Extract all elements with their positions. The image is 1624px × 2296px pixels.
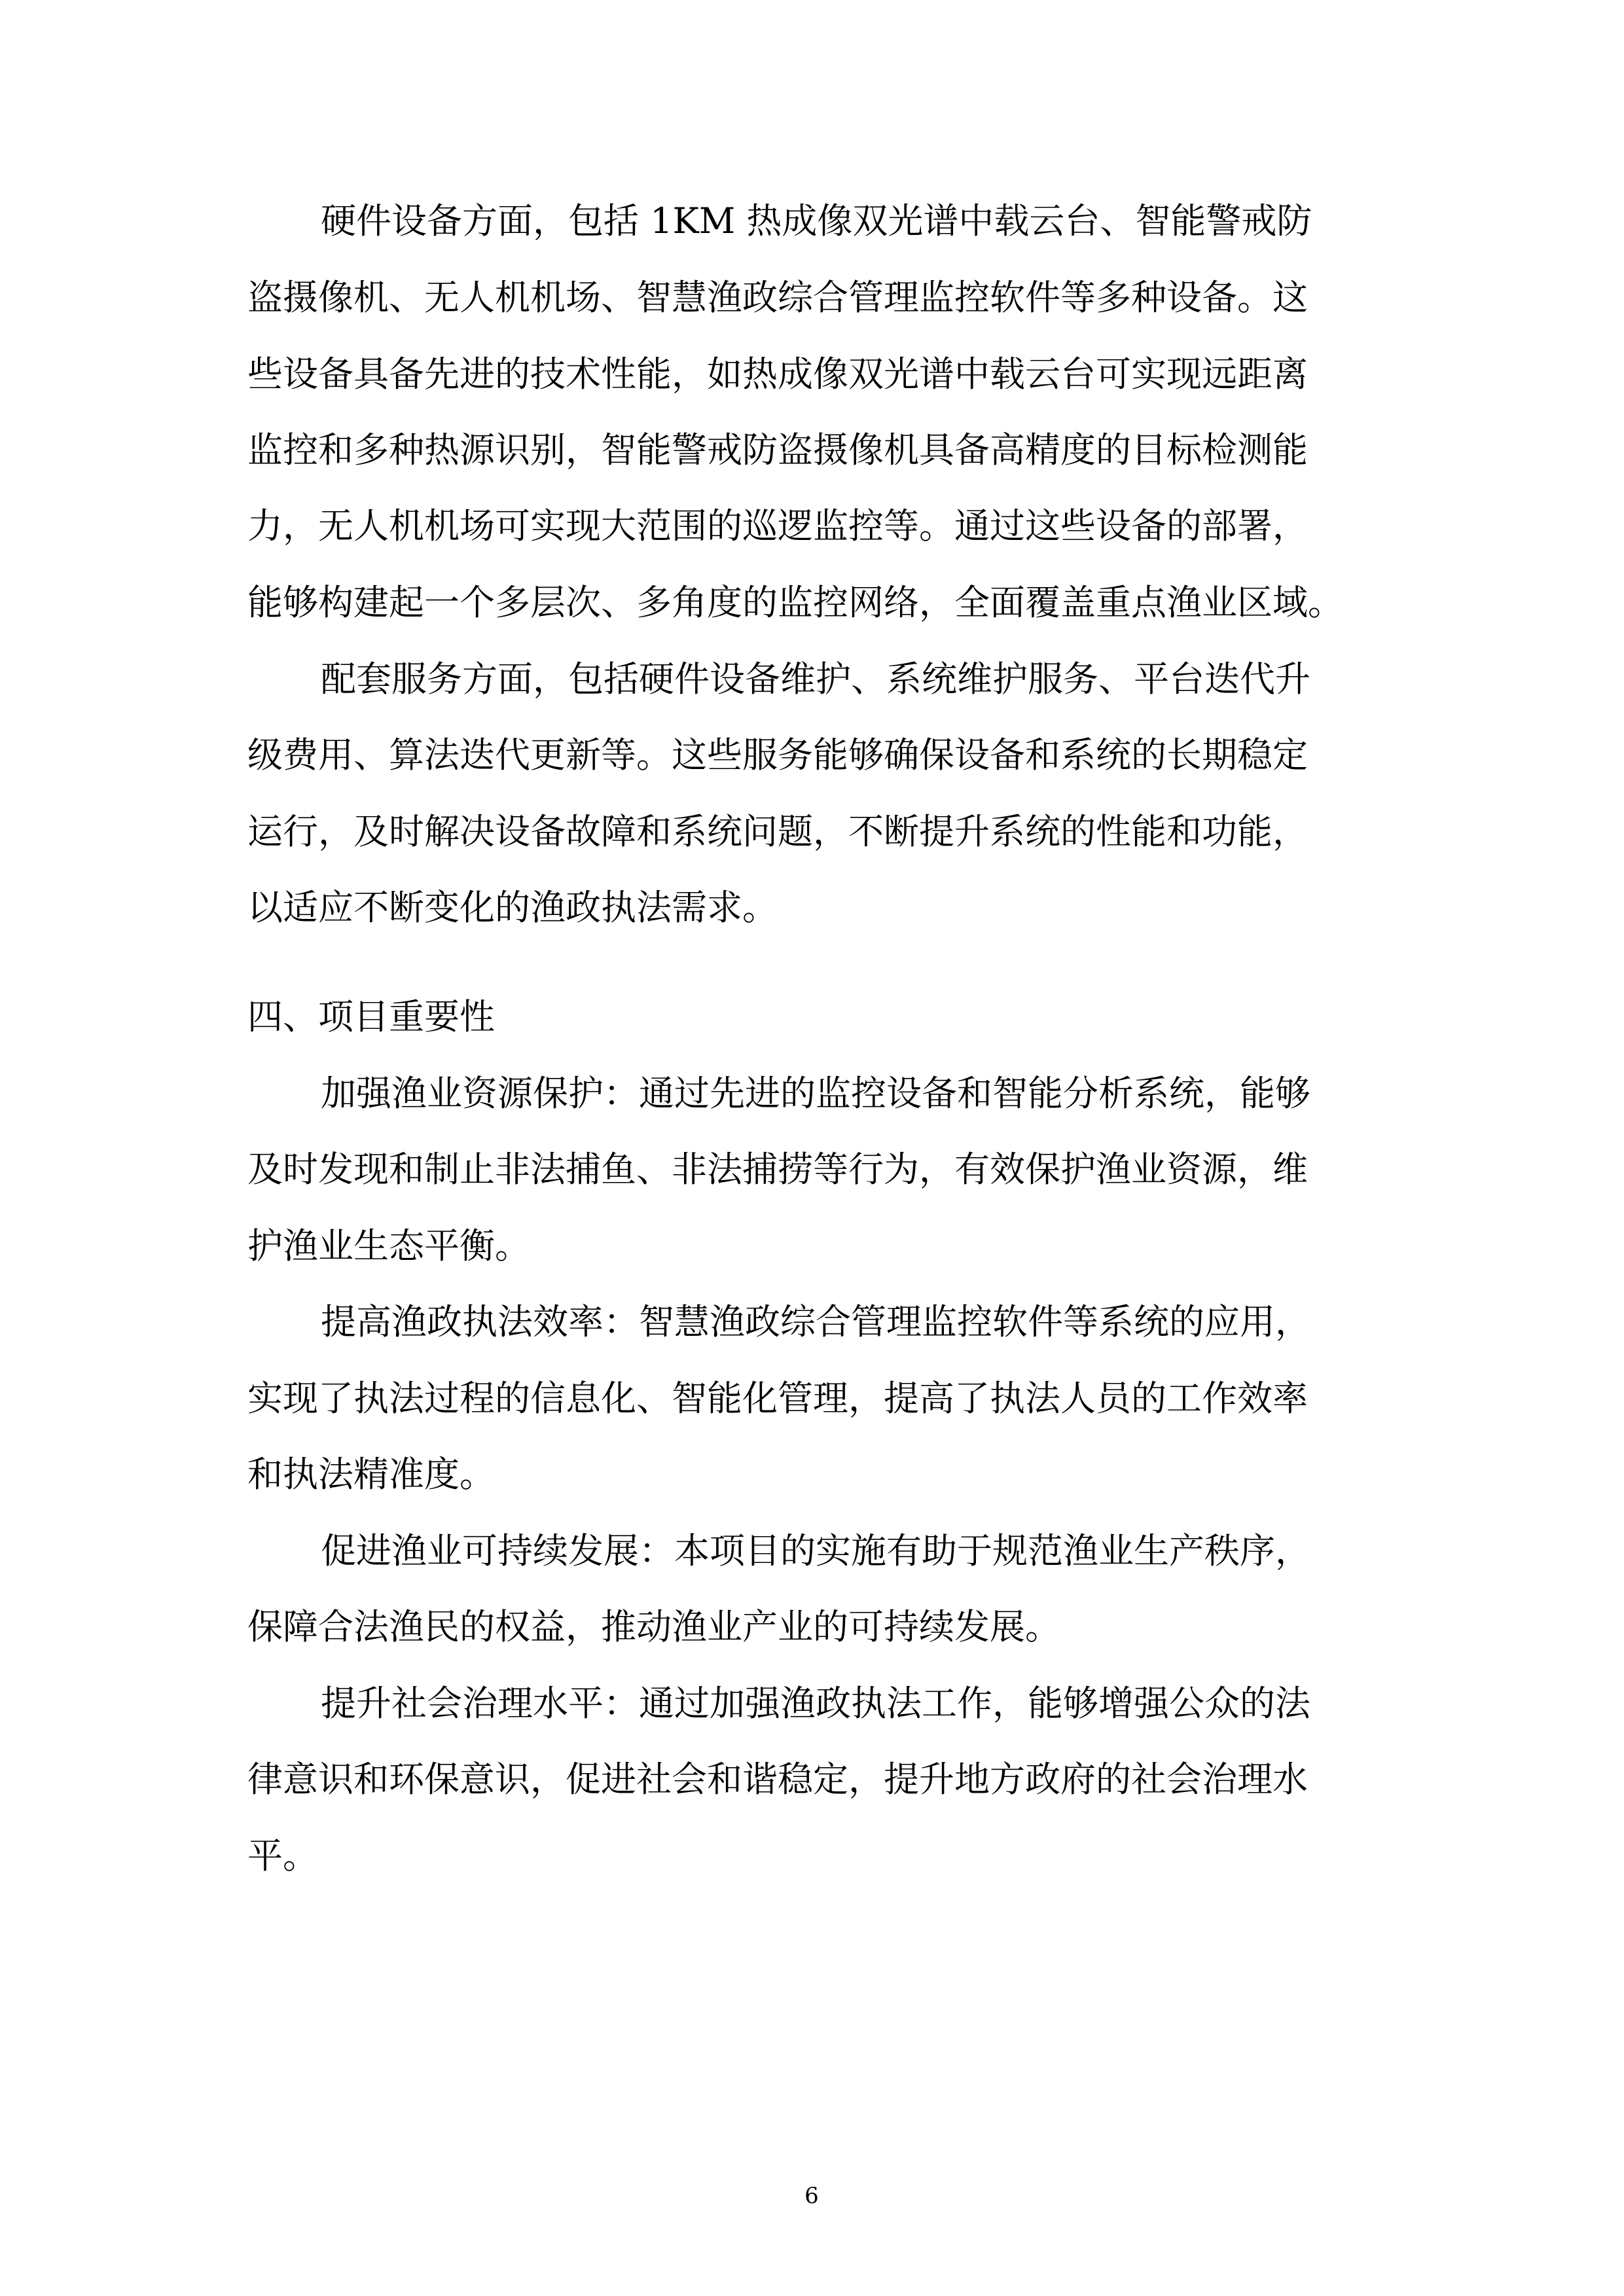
paragraph-efficiency-line-1: 提高渔政执法效率：智慧渔政综合管理监控软件等系统的应用， (321, 1301, 1310, 1342)
paragraph-governance-line-3: 平。 (247, 1835, 318, 1876)
paragraph-service-line-4: 以适应不断变化的渔政执法需求。 (247, 887, 778, 928)
paragraph-service-line-3: 运行，及时解决设备故障和系统问题，不断提升系统的性能和功能， (247, 811, 1308, 852)
paragraph-hardware-line-4: 监控和多种热源识别，智能警戒防盗摄像机具备高精度的目标检测能 (247, 429, 1308, 471)
paragraph-protection-line-3: 护渔业生态平衡。 (247, 1225, 530, 1266)
paragraph-efficiency-line-3: 和执法精准度。 (247, 1454, 495, 1495)
paragraph-protection-line-2: 及时发现和制止非法捕鱼、非法捕捞等行为，有效保护渔业资源，维 (247, 1149, 1308, 1190)
paragraph-hardware-line-5: 力，无人机机场可实现大范围的巡逻监控等。通过这些设备的部署， (247, 505, 1308, 547)
paragraph-hardware-line-3: 些设备具备先进的技术性能，如热成像双光谱中载云台可实现远距离 (247, 353, 1308, 395)
paragraph-hardware-line-1: 硬件设备方面，包括 1KM 热成像双光谱中载云台、智能警戒防 (321, 200, 1312, 242)
paragraph-service-line-2: 级费用、算法迭代更新等。这些服务能够确保设备和系统的长期稳定 (247, 734, 1308, 776)
paragraph-protection-line-1: 加强渔业资源保护：通过先进的监控设备和智能分析系统，能够 (321, 1073, 1310, 1114)
paragraph-service-line-1: 配套服务方面，包括硬件设备维护、系统维护服务、平台迭代升 (321, 658, 1310, 700)
paragraph-governance-line-1: 提升社会治理水平：通过加强渔政执法工作，能够增强公众的法 (321, 1683, 1310, 1724)
paragraph-efficiency-line-2: 实现了执法过程的信息化、智能化管理，提高了执法人员的工作效率 (247, 1378, 1308, 1419)
paragraph-hardware-line-6: 能够构建起一个多层次、多角度的监控网络，全面覆盖重点渔业区域。 (247, 582, 1343, 623)
section-heading: 四、项目重要性 (247, 996, 495, 1037)
paragraph-sustainability-line-1: 促进渔业可持续发展：本项目的实施有助于规范渔业生产秩序， (321, 1530, 1310, 1571)
page-number: 6 (804, 2183, 819, 2209)
paragraph-hardware-line-2: 盗摄像机、无人机机场、智慧渔政综合管理监控软件等多种设备。这 (247, 277, 1308, 318)
paragraph-governance-line-2: 律意识和环保意识，促进社会和谐稳定，提升地方政府的社会治理水 (247, 1759, 1308, 1800)
paragraph-sustainability-line-2: 保障合法渔民的权益，推动渔业产业的可持续发展。 (247, 1606, 1060, 1647)
